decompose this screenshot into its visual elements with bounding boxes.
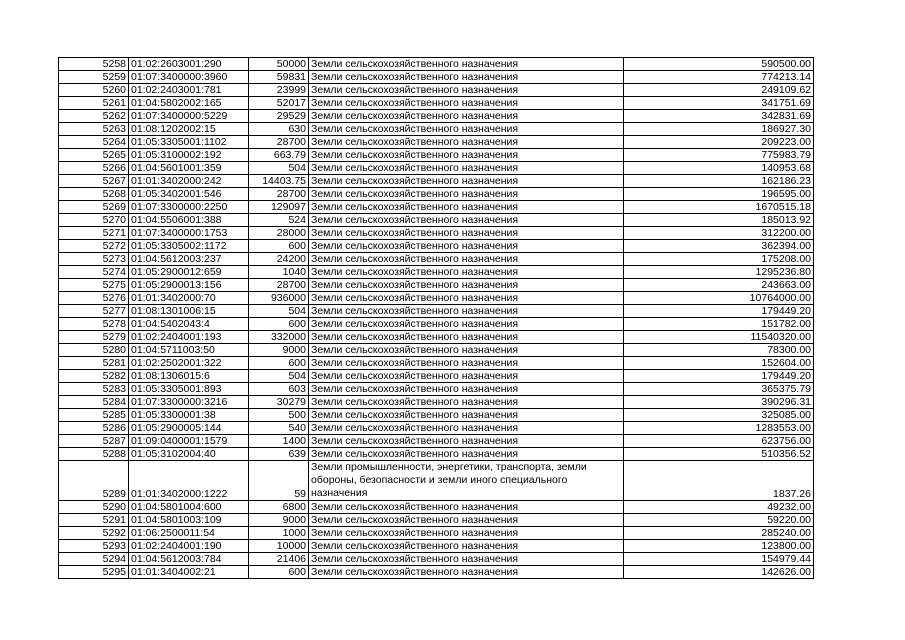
cadastral-number-cell: 01:09:0400001:1579 <box>129 435 249 448</box>
cadastral-number-cell: 01:01:3402000:242 <box>129 175 249 188</box>
cadastral-value-cell: 243663.00 <box>624 279 814 292</box>
land-category-cell: Земли сельскохозяйственного назначения <box>309 318 624 331</box>
cadastral-number-cell: 01:04:5506001:388 <box>129 214 249 227</box>
cadastral-number-cell: 01:05:2900012:659 <box>129 266 249 279</box>
land-category-cell: Земли сельскохозяйственного назначения <box>309 540 624 553</box>
cadastral-value-cell: 59220.00 <box>624 514 814 527</box>
cadastral-number-cell: 01:04:5711003:50 <box>129 344 249 357</box>
land-category-cell: Земли сельскохозяйственного назначения <box>309 110 624 123</box>
row-number-cell: 5280 <box>59 344 129 357</box>
cadastral-value-cell: 1295236.80 <box>624 266 814 279</box>
cadastral-number-cell: 01:04:5801003:109 <box>129 514 249 527</box>
cadastral-value-cell: 209223.00 <box>624 136 814 149</box>
table-row <box>59 188 814 201</box>
row-number-cell: 5289 <box>59 461 129 501</box>
cadastral-number-cell: 01:04:5601001:359 <box>129 162 249 175</box>
table-row <box>59 318 814 331</box>
table-row <box>59 344 814 357</box>
cadastral-number-cell: 01:02:2404001:193 <box>129 331 249 344</box>
cadastral-number-cell: 01:06:2500011:54 <box>129 527 249 540</box>
land-category-cell: Земли промышленности, энергетики, транспорта, земли обороны, безопасности и земли иного специального назначения <box>309 461 624 501</box>
cadastral-value-cell: 185013.92 <box>624 214 814 227</box>
table-row <box>59 357 814 370</box>
area-cell: 30279 <box>249 396 309 409</box>
cadastral-value-cell: 365375.79 <box>624 383 814 396</box>
area-cell: 9000 <box>249 344 309 357</box>
cadastral-value-cell: 341751.69 <box>624 97 814 110</box>
land-category-cell: Земли сельскохозяйственного назначения <box>309 331 624 344</box>
land-category-cell: Земли сельскохозяйственного назначения <box>309 292 624 305</box>
row-number-cell: 5258 <box>59 58 129 71</box>
row-number-cell: 5284 <box>59 396 129 409</box>
cadastral-number-cell: 01:04:5801004:600 <box>129 501 249 514</box>
table-row <box>59 461 814 501</box>
land-category-cell: Земли сельскохозяйственного назначения <box>309 149 624 162</box>
land-category-cell: Земли сельскохозяйственного назначения <box>309 422 624 435</box>
cadastral-value-cell: 10764000.00 <box>624 292 814 305</box>
cadastral-number-cell: 01:08:1301006:15 <box>129 305 249 318</box>
cadastral-value-cell: 325085.00 <box>624 409 814 422</box>
row-number-cell: 5282 <box>59 370 129 383</box>
cadastral-number-cell: 01:07:3400000:3960 <box>129 71 249 84</box>
table-row <box>59 110 814 123</box>
row-number-cell: 5279 <box>59 331 129 344</box>
area-cell: 663.79 <box>249 149 309 162</box>
land-parcels-table <box>58 57 814 579</box>
area-cell: 600 <box>249 318 309 331</box>
cadastral-number-cell: 01:04:5802002:165 <box>129 97 249 110</box>
table-row <box>59 566 814 579</box>
table-row <box>59 383 814 396</box>
land-category-cell: Земли сельскохозяйственного назначения <box>309 227 624 240</box>
area-cell: 504 <box>249 305 309 318</box>
cadastral-value-cell: 249109.62 <box>624 84 814 97</box>
cadastral-value-cell: 11540320.00 <box>624 331 814 344</box>
row-number-cell: 5269 <box>59 201 129 214</box>
cadastral-number-cell: 01:02:2502001:322 <box>129 357 249 370</box>
area-cell: 630 <box>249 123 309 136</box>
row-number-cell: 5276 <box>59 292 129 305</box>
cadastral-value-cell: 175208.00 <box>624 253 814 266</box>
land-category-cell: Земли сельскохозяйственного назначения <box>309 396 624 409</box>
cadastral-number-cell: 01:05:2900013:156 <box>129 279 249 292</box>
cadastral-number-cell: 01:02:2404001:190 <box>129 540 249 553</box>
cadastral-number-cell: 01:04:5402043:4 <box>129 318 249 331</box>
land-category-cell: Земли сельскохозяйственного назначения <box>309 136 624 149</box>
row-number-cell: 5266 <box>59 162 129 175</box>
cadastral-value-cell: 162186.23 <box>624 175 814 188</box>
row-number-cell: 5286 <box>59 422 129 435</box>
land-category-cell: Земли сельскохозяйственного назначения <box>309 201 624 214</box>
land-category-cell: Земли сельскохозяйственного назначения <box>309 58 624 71</box>
land-category-cell: Земли сельскохозяйственного назначения <box>309 175 624 188</box>
cadastral-value-cell: 1837.26 <box>624 461 814 501</box>
area-cell: 600 <box>249 566 309 579</box>
table-row <box>59 266 814 279</box>
cadastral-value-cell: 312200.00 <box>624 227 814 240</box>
row-number-cell: 5263 <box>59 123 129 136</box>
land-category-cell: Земли сельскохозяйственного назначения <box>309 71 624 84</box>
land-category-cell: Земли сельскохозяйственного назначения <box>309 448 624 461</box>
cadastral-number-cell: 01:05:3305001:1102 <box>129 136 249 149</box>
cadastral-number-cell: 01:05:3300001:38 <box>129 409 249 422</box>
table-row <box>59 501 814 514</box>
area-cell: 23999 <box>249 84 309 97</box>
cadastral-value-cell: 49232.00 <box>624 501 814 514</box>
cadastral-value-cell: 142626.00 <box>624 566 814 579</box>
row-number-cell: 5260 <box>59 84 129 97</box>
row-number-cell: 5290 <box>59 501 129 514</box>
land-category-cell: Земли сельскохозяйственного назначения <box>309 305 624 318</box>
table-row <box>59 435 814 448</box>
row-number-cell: 5273 <box>59 253 129 266</box>
cadastral-number-cell: 01:08:1306015:6 <box>129 370 249 383</box>
row-number-cell: 5288 <box>59 448 129 461</box>
cadastral-number-cell: 01:01:3404002:21 <box>129 566 249 579</box>
table-row <box>59 396 814 409</box>
table-row <box>59 253 814 266</box>
cadastral-value-cell: 775983.79 <box>624 149 814 162</box>
land-category-cell: Земли сельскохозяйственного назначения <box>309 240 624 253</box>
land-category-cell: Земли сельскохозяйственного назначения <box>309 344 624 357</box>
cadastral-number-cell: 01:01:3402000:1222 <box>129 461 249 501</box>
table-row <box>59 71 814 84</box>
row-number-cell: 5264 <box>59 136 129 149</box>
land-category-cell: Земли сельскохозяйственного назначения <box>309 383 624 396</box>
area-cell: 600 <box>249 240 309 253</box>
land-category-cell: Земли сельскохозяйственного назначения <box>309 357 624 370</box>
table-row <box>59 214 814 227</box>
cadastral-number-cell: 01:02:2403001:781 <box>129 84 249 97</box>
table-row <box>59 149 814 162</box>
area-cell: 540 <box>249 422 309 435</box>
land-category-cell: Земли сельскохозяйственного назначения <box>309 123 624 136</box>
table-row <box>59 162 814 175</box>
row-number-cell: 5292 <box>59 527 129 540</box>
cadastral-value-cell: 179449.20 <box>624 305 814 318</box>
cadastral-number-cell: 01:05:3402001:546 <box>129 188 249 201</box>
row-number-cell: 5287 <box>59 435 129 448</box>
cadastral-number-cell: 01:05:3100002:192 <box>129 149 249 162</box>
cadastral-value-cell: 623756.00 <box>624 435 814 448</box>
table-row <box>59 97 814 110</box>
row-number-cell: 5285 <box>59 409 129 422</box>
cadastral-number-cell: 01:05:3305002:1172 <box>129 240 249 253</box>
area-cell: 10000 <box>249 540 309 553</box>
cadastral-value-cell: 154979.44 <box>624 553 814 566</box>
row-number-cell: 5294 <box>59 553 129 566</box>
area-cell: 603 <box>249 383 309 396</box>
land-category-cell: Земли сельскохозяйственного назначения <box>309 501 624 514</box>
land-category-cell: Земли сельскохозяйственного назначения <box>309 435 624 448</box>
area-cell: 6800 <box>249 501 309 514</box>
cadastral-number-cell: 01:04:5612003:784 <box>129 553 249 566</box>
area-cell: 332000 <box>249 331 309 344</box>
cadastral-value-cell: 590500.00 <box>624 58 814 71</box>
cadastral-value-cell: 1283553.00 <box>624 422 814 435</box>
area-cell: 29529 <box>249 110 309 123</box>
table-row <box>59 422 814 435</box>
land-category-cell: Земли сельскохозяйственного назначения <box>309 253 624 266</box>
table-row <box>59 227 814 240</box>
area-cell: 50000 <box>249 58 309 71</box>
table-row <box>59 175 814 188</box>
cadastral-number-cell: 01:05:3102004:40 <box>129 448 249 461</box>
area-cell: 52017 <box>249 97 309 110</box>
cadastral-number-cell: 01:07:3400000:1753 <box>129 227 249 240</box>
area-cell: 639 <box>249 448 309 461</box>
area-cell: 24200 <box>249 253 309 266</box>
area-cell: 936000 <box>249 292 309 305</box>
area-cell: 59831 <box>249 71 309 84</box>
area-cell: 500 <box>249 409 309 422</box>
table-row <box>59 201 814 214</box>
area-cell: 600 <box>249 357 309 370</box>
cadastral-value-cell: 151782.00 <box>624 318 814 331</box>
area-cell: 129097 <box>249 201 309 214</box>
row-number-cell: 5272 <box>59 240 129 253</box>
table-row <box>59 448 814 461</box>
area-cell: 21406 <box>249 553 309 566</box>
cadastral-value-cell: 390296.31 <box>624 396 814 409</box>
row-number-cell: 5277 <box>59 305 129 318</box>
cadastral-value-cell: 1670515.18 <box>624 201 814 214</box>
cadastral-value-cell: 186927.30 <box>624 123 814 136</box>
row-number-cell: 5271 <box>59 227 129 240</box>
cadastral-value-cell: 510356.52 <box>624 448 814 461</box>
land-category-cell: Земли сельскохозяйственного назначения <box>309 279 624 292</box>
cadastral-value-cell: 179449.20 <box>624 370 814 383</box>
row-number-cell: 5293 <box>59 540 129 553</box>
cadastral-number-cell: 01:07:3300000:3216 <box>129 396 249 409</box>
area-cell: 14403.75 <box>249 175 309 188</box>
land-category-cell: Земли сельскохозяйственного назначения <box>309 409 624 422</box>
area-cell: 1400 <box>249 435 309 448</box>
table-row <box>59 514 814 527</box>
cadastral-value-cell: 774213.14 <box>624 71 814 84</box>
row-number-cell: 5267 <box>59 175 129 188</box>
land-category-cell: Земли сельскохозяйственного назначения <box>309 566 624 579</box>
area-cell: 1040 <box>249 266 309 279</box>
land-category-cell: Земли сельскохозяйственного назначения <box>309 370 624 383</box>
table-row <box>59 527 814 540</box>
cadastral-value-cell: 362394.00 <box>624 240 814 253</box>
row-number-cell: 5262 <box>59 110 129 123</box>
area-cell: 28700 <box>249 279 309 292</box>
land-category-cell: Земли сельскохозяйственного назначения <box>309 514 624 527</box>
land-category-cell: Земли сельскохозяйственного назначения <box>309 97 624 110</box>
cadastral-value-cell: 123800.00 <box>624 540 814 553</box>
cadastral-number-cell: 01:07:3400000:5229 <box>129 110 249 123</box>
cadastral-number-cell: 01:01:3402000:70 <box>129 292 249 305</box>
row-number-cell: 5283 <box>59 383 129 396</box>
table-row <box>59 331 814 344</box>
table-row <box>59 370 814 383</box>
cadastral-value-cell: 152604.00 <box>624 357 814 370</box>
table-row <box>59 409 814 422</box>
cadastral-number-cell: 01:05:2900005:144 <box>129 422 249 435</box>
table-row <box>59 540 814 553</box>
row-number-cell: 5281 <box>59 357 129 370</box>
table-row <box>59 123 814 136</box>
land-category-cell: Земли сельскохозяйственного назначения <box>309 188 624 201</box>
cadastral-value-cell: 140953.68 <box>624 162 814 175</box>
table-row <box>59 240 814 253</box>
area-cell: 28700 <box>249 136 309 149</box>
row-number-cell: 5291 <box>59 514 129 527</box>
table-row <box>59 84 814 97</box>
area-cell: 9000 <box>249 514 309 527</box>
row-number-cell: 5295 <box>59 566 129 579</box>
area-cell: 504 <box>249 162 309 175</box>
row-number-cell: 5274 <box>59 266 129 279</box>
land-category-cell: Земли сельскохозяйственного назначения <box>309 553 624 566</box>
row-number-cell: 5265 <box>59 149 129 162</box>
cadastral-number-cell: 01:05:3305001:893 <box>129 383 249 396</box>
area-cell: 28700 <box>249 188 309 201</box>
cadastral-value-cell: 78300.00 <box>624 344 814 357</box>
table-row <box>59 136 814 149</box>
table-body <box>59 58 814 579</box>
land-category-cell: Земли сельскохозяйственного назначения <box>309 84 624 97</box>
table-row <box>59 305 814 318</box>
row-number-cell: 5268 <box>59 188 129 201</box>
table-row <box>59 279 814 292</box>
row-number-cell: 5261 <box>59 97 129 110</box>
table-row <box>59 58 814 71</box>
cadastral-value-cell: 285240.00 <box>624 527 814 540</box>
land-category-cell: Земли сельскохозяйственного назначения <box>309 527 624 540</box>
land-category-cell: Земли сельскохозяйственного назначения <box>309 214 624 227</box>
table-row <box>59 292 814 305</box>
area-cell: 59 <box>249 461 309 501</box>
cadastral-number-cell: 01:07:3300000:2250 <box>129 201 249 214</box>
row-number-cell: 5275 <box>59 279 129 292</box>
area-cell: 504 <box>249 370 309 383</box>
cadastral-number-cell: 01:08:1202002:15 <box>129 123 249 136</box>
land-category-cell: Земли сельскохозяйственного назначения <box>309 266 624 279</box>
land-category-cell: Земли сельскохозяйственного назначения <box>309 162 624 175</box>
table-row <box>59 553 814 566</box>
row-number-cell: 5278 <box>59 318 129 331</box>
area-cell: 1000 <box>249 527 309 540</box>
cadastral-number-cell: 01:02:2603001:290 <box>129 58 249 71</box>
area-cell: 28000 <box>249 227 309 240</box>
cadastral-number-cell: 01:04:5612003:237 <box>129 253 249 266</box>
row-number-cell: 5270 <box>59 214 129 227</box>
cadastral-value-cell: 196595.00 <box>624 188 814 201</box>
cadastral-value-cell: 342831.69 <box>624 110 814 123</box>
row-number-cell: 5259 <box>59 71 129 84</box>
area-cell: 524 <box>249 214 309 227</box>
